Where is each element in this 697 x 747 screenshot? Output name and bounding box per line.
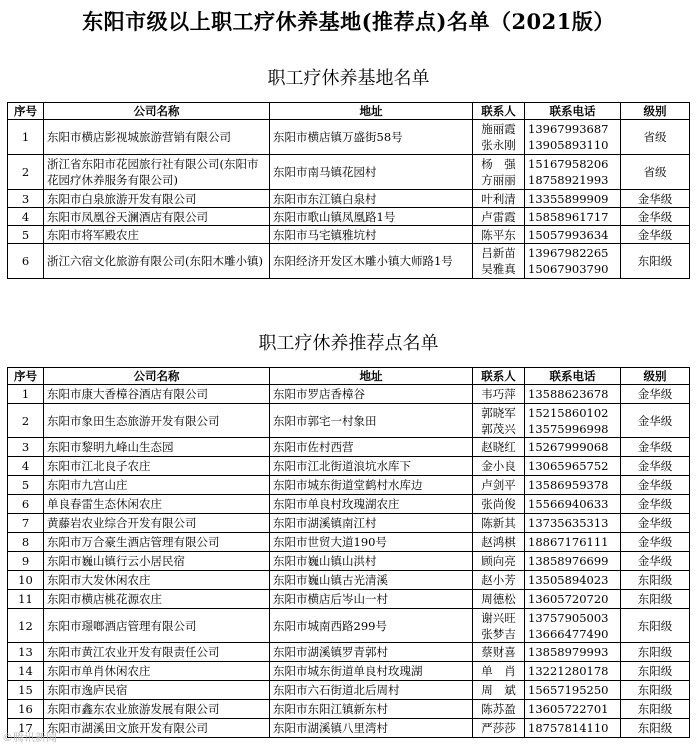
row-number: 2 xyxy=(8,404,44,438)
row-number: 5 xyxy=(8,476,44,495)
row-number: 4 xyxy=(8,208,44,226)
phone-cell xyxy=(525,681,621,700)
contact-cell xyxy=(473,681,525,700)
phone-number: 13221280178 xyxy=(528,664,609,678)
col-header-level: 级别 xyxy=(621,368,690,385)
contact-name: 卢剑平 xyxy=(481,478,516,492)
contact-cell xyxy=(473,404,525,438)
col-header-address: 地址 xyxy=(270,103,473,120)
phone-cell xyxy=(525,208,621,226)
row-number: 12 xyxy=(8,609,44,643)
row-number: 3 xyxy=(8,190,44,208)
phone-cell xyxy=(525,514,621,533)
table-row xyxy=(8,495,690,514)
phone-number: 15267999068 xyxy=(528,440,609,454)
phone-cell xyxy=(525,719,621,738)
row-number: 6 xyxy=(8,495,44,514)
contact-name: 严莎莎 xyxy=(481,721,516,735)
contact-name: 叶利清 xyxy=(481,191,516,206)
row-number: 8 xyxy=(8,533,44,552)
contact-cell xyxy=(473,120,525,155)
page-title: 东阳市级以上职工疗休养基地(推荐点)名单（2021版） xyxy=(82,9,615,34)
contact-name: 张尚俊 xyxy=(481,497,516,511)
level: 东阳级 xyxy=(621,590,690,609)
level: 东阳级 xyxy=(621,700,690,719)
contact-name: 施丽霞 xyxy=(481,122,516,136)
table-row xyxy=(8,643,690,662)
contact-name: 卢雷霞 xyxy=(481,209,516,224)
table-row xyxy=(8,590,690,609)
table-row xyxy=(8,208,690,226)
contact-name: 吕新苗 xyxy=(481,246,516,260)
phone-cell xyxy=(525,438,621,457)
col-header-level: 级别 xyxy=(621,103,690,120)
company-name: 东阳市将军殿农庄 xyxy=(44,226,270,244)
phone-number: 13355899909 xyxy=(528,191,609,206)
table-row xyxy=(8,533,690,552)
contact-name: 方丽丽 xyxy=(481,173,516,187)
phone-cell xyxy=(525,404,621,438)
phone-number: 15657195250 xyxy=(528,683,609,697)
row-number: 5 xyxy=(8,226,44,244)
col-header-company: 公司名称 xyxy=(44,368,270,385)
level: 东阳级 xyxy=(621,643,690,662)
address: 东阳市南马镇花园村 xyxy=(270,155,473,190)
phone-cell xyxy=(525,155,621,190)
phone-number: 15215860102 xyxy=(528,405,609,420)
address: 东阳市湖溪镇八里湾村 xyxy=(270,719,473,738)
row-number: 1 xyxy=(8,385,44,404)
contact-cell xyxy=(473,495,525,514)
contact-cell xyxy=(473,438,525,457)
phone-number: 18758921993 xyxy=(528,173,609,187)
phone-number: 13967982265 xyxy=(528,246,609,260)
contact-cell xyxy=(473,190,525,208)
address: 东阳市巍山镇古光清溪 xyxy=(270,571,473,590)
contact-cell xyxy=(473,643,525,662)
address: 东阳市城东街道单良村玫瑰湖 xyxy=(270,662,473,681)
address: 东阳市城南西路299号 xyxy=(270,609,473,643)
table-row xyxy=(8,700,690,719)
level: 金华级 xyxy=(621,533,690,552)
table-row xyxy=(8,571,690,590)
level: 金华级 xyxy=(621,514,690,533)
phone-number: 13858976699 xyxy=(528,554,609,568)
contact-name: 周德松 xyxy=(481,592,516,606)
address: 东阳市佐村西营 xyxy=(270,438,473,457)
contact-name: 陈苏盈 xyxy=(481,702,516,716)
level: 省级 xyxy=(621,155,690,190)
phone-cell xyxy=(525,609,621,643)
address: 东阳市歌山镇凤凰路1号 xyxy=(270,208,473,226)
contact-cell xyxy=(473,719,525,738)
phone-number: 13586959378 xyxy=(528,478,609,492)
contact-name: 郭晓军 xyxy=(481,405,516,420)
phone-number: 13666477490 xyxy=(528,626,609,641)
address: 东阳市巍山镇山洪村 xyxy=(270,552,473,571)
address: 东阳市横店镇万盛街58号 xyxy=(270,120,473,155)
level: 金华级 xyxy=(621,495,690,514)
phone-cell xyxy=(525,244,621,279)
contact-cell xyxy=(473,208,525,226)
address: 东阳市东阳江镇新东村 xyxy=(270,700,473,719)
address: 东阳市罗店香樟谷 xyxy=(270,385,473,404)
table-row xyxy=(8,552,690,571)
level: 金华级 xyxy=(621,457,690,476)
phone-number: 13967993687 xyxy=(528,122,609,136)
contact-cell xyxy=(473,552,525,571)
table-body xyxy=(8,385,690,738)
contact-name: 张梦吉 xyxy=(481,626,516,641)
phone-number: 13588623678 xyxy=(528,387,609,401)
contact-cell xyxy=(473,226,525,244)
phone-number: 13605722701 xyxy=(528,702,609,716)
phone-number: 13575996998 xyxy=(528,421,609,436)
section-title-recommended: 职工疗休养推荐点名单 xyxy=(258,333,439,354)
address: 东阳市世贸大道190号 xyxy=(270,533,473,552)
phone-cell xyxy=(525,385,621,404)
company-name: 黄藤岩农业综合开发有限公司 xyxy=(44,514,270,533)
level: 金华级 xyxy=(621,190,690,208)
row-number: 4 xyxy=(8,457,44,476)
phone-cell xyxy=(525,571,621,590)
level: 金华级 xyxy=(621,226,690,244)
table-row xyxy=(8,404,690,438)
table-row xyxy=(8,719,690,738)
company-name: 东阳市大发休闲农庄 xyxy=(44,571,270,590)
col-header-contact: 联系人 xyxy=(473,368,525,385)
phone-number: 18867176111 xyxy=(528,535,609,549)
phone-number: 15057993634 xyxy=(528,227,609,242)
col-header-no: 序号 xyxy=(8,368,44,385)
table-row xyxy=(8,514,690,533)
company-name: 东阳市象田生态旅游开发有限公司 xyxy=(44,404,270,438)
address: 东阳市单良村玫瑰湖农庄 xyxy=(270,495,473,514)
contact-cell xyxy=(473,609,525,643)
phone-number: 15566940633 xyxy=(528,497,609,511)
table-row xyxy=(8,226,690,244)
contact-name: 韦巧萍 xyxy=(481,387,516,401)
col-header-address: 地址 xyxy=(270,368,473,385)
address: 东阳市湖溪镇南江村 xyxy=(270,514,473,533)
phone-number: 13757905003 xyxy=(528,610,609,625)
address: 东阳市横店后岑山一村 xyxy=(270,590,473,609)
contact-cell xyxy=(473,155,525,190)
phone-number: 15067903790 xyxy=(528,262,609,276)
company-name: 浙江省东阳市花园旅行社有限公司(东阳市花园疗休养服务有限公司) xyxy=(44,155,270,190)
phone-cell xyxy=(525,190,621,208)
table-row xyxy=(8,385,690,404)
phone-cell xyxy=(525,226,621,244)
level: 金华级 xyxy=(621,552,690,571)
level: 金华级 xyxy=(621,438,690,457)
address: 东阳市湖溪镇罗青郭村 xyxy=(270,643,473,662)
table-header-row xyxy=(8,368,690,385)
table-row xyxy=(8,457,690,476)
contact-name: 金小良 xyxy=(481,459,516,473)
table-row xyxy=(8,120,690,155)
row-number: 14 xyxy=(8,662,44,681)
bases-table xyxy=(7,102,690,279)
row-number: 7 xyxy=(8,514,44,533)
col-header-contact: 联系人 xyxy=(473,103,525,120)
table-header-row xyxy=(8,103,690,120)
level: 金华级 xyxy=(621,476,690,495)
address: 东阳市郭宅一村象田 xyxy=(270,404,473,438)
contact-name: 蔡财喜 xyxy=(481,645,516,659)
row-number: 6 xyxy=(8,244,44,279)
contact-cell xyxy=(473,385,525,404)
contact-name: 陈平东 xyxy=(481,227,516,242)
contact-cell xyxy=(473,662,525,681)
company-name: 东阳市鑫东农业旅游发展有限公司 xyxy=(44,700,270,719)
company-name: 东阳市康大香樟谷酒店有限公司 xyxy=(44,385,270,404)
phone-cell xyxy=(525,700,621,719)
level: 东阳级 xyxy=(621,571,690,590)
company-name: 东阳市横店桃花源农庄 xyxy=(44,590,270,609)
phone-number: 13505894023 xyxy=(528,573,609,587)
table-row xyxy=(8,681,690,700)
level: 东阳级 xyxy=(621,719,690,738)
table-row xyxy=(8,476,690,495)
row-number: 15 xyxy=(8,681,44,700)
phone-number: 13905893110 xyxy=(528,138,609,152)
row-number: 13 xyxy=(8,643,44,662)
table-row xyxy=(8,438,690,457)
phone-number: 13605720720 xyxy=(528,592,609,606)
company-name: 东阳市黄江农业开发有限责任公司 xyxy=(44,643,270,662)
contact-cell xyxy=(473,533,525,552)
contact-cell xyxy=(473,571,525,590)
col-header-company: 公司名称 xyxy=(44,103,270,120)
section-title-bases: 职工疗休养基地名单 xyxy=(267,68,430,89)
level: 金华级 xyxy=(621,385,690,404)
address: 东阳市江北街道浪坑水库下 xyxy=(270,457,473,476)
address: 东阳市马宅镇雅坑村 xyxy=(270,226,473,244)
contact-cell xyxy=(473,476,525,495)
level: 省级 xyxy=(621,120,690,155)
level: 东阳级 xyxy=(621,681,690,700)
level: 东阳级 xyxy=(621,609,690,643)
row-number: 1 xyxy=(8,120,44,155)
company-name: 东阳市璟啷酒店管理有限公司 xyxy=(44,609,270,643)
company-name: 浙江六宿文化旅游有限公司(东阳木雕小镇) xyxy=(44,244,270,279)
table-row xyxy=(8,662,690,681)
row-number: 2 xyxy=(8,155,44,190)
table-row xyxy=(8,190,690,208)
level: 金华级 xyxy=(621,208,690,226)
row-number: 3 xyxy=(8,438,44,457)
phone-number: 13858979993 xyxy=(528,645,609,659)
col-header-phone: 联系电话 xyxy=(525,103,621,120)
company-name: 东阳市逸庐民宿 xyxy=(44,681,270,700)
company-name: 单良春雷生态休闲农庄 xyxy=(44,495,270,514)
address: 东阳经济开发区木雕小镇大师路1号 xyxy=(270,244,473,279)
company-name: 东阳市巍山镇行云小居民宿 xyxy=(44,552,270,571)
row-number: 9 xyxy=(8,552,44,571)
company-name: 东阳市横店影视城旅游营销有限公司 xyxy=(44,120,270,155)
phone-cell xyxy=(525,533,621,552)
phone-cell xyxy=(525,552,621,571)
contact-name: 张永刚 xyxy=(481,138,516,152)
watermark: ©腾讯新闻 xyxy=(2,731,57,744)
table-body xyxy=(8,120,690,279)
phone-cell xyxy=(525,590,621,609)
contact-name: 单 肖 xyxy=(481,664,516,678)
contact-name: 赵鸿棋 xyxy=(481,535,516,549)
company-name: 东阳市九宫山庄 xyxy=(44,476,270,495)
phone-number: 18757814110 xyxy=(528,721,609,735)
company-name: 东阳市单肖休闲农庄 xyxy=(44,662,270,681)
level: 东阳级 xyxy=(621,662,690,681)
contact-name: 赵晓红 xyxy=(481,440,516,454)
company-name: 东阳市白泉旅游开发有限公司 xyxy=(44,190,270,208)
contact-name: 陈新其 xyxy=(481,516,516,530)
phone-number: 15167958206 xyxy=(528,157,609,171)
phone-cell xyxy=(525,495,621,514)
contact-name: 杨 强 xyxy=(481,157,516,171)
row-number: 10 xyxy=(8,571,44,590)
company-name: 东阳市凤凰谷天澜酒店有限公司 xyxy=(44,208,270,226)
contact-cell xyxy=(473,514,525,533)
contact-name: 顾向亮 xyxy=(481,554,516,568)
table-row xyxy=(8,244,690,279)
row-number: 11 xyxy=(8,590,44,609)
address: 东阳市城东街道堂鹤村水库边 xyxy=(270,476,473,495)
phone-cell xyxy=(525,120,621,155)
col-header-no: 序号 xyxy=(8,103,44,120)
level: 东阳级 xyxy=(621,244,690,279)
level: 金华级 xyxy=(621,404,690,438)
contact-name: 周 斌 xyxy=(481,683,516,697)
phone-cell xyxy=(525,457,621,476)
contact-cell xyxy=(473,244,525,279)
phone-cell xyxy=(525,643,621,662)
company-name: 东阳市黎明九峰山生态园 xyxy=(44,438,270,457)
contact-name: 郭茂兴 xyxy=(481,421,516,436)
contact-name: 谢兴旺 xyxy=(481,610,516,625)
contact-cell xyxy=(473,457,525,476)
row-number: 16 xyxy=(8,700,44,719)
table-row xyxy=(8,155,690,190)
company-name: 东阳市江北良子农庄 xyxy=(44,457,270,476)
col-header-phone: 联系电话 xyxy=(525,368,621,385)
row-number: 17 xyxy=(8,719,44,738)
table-row xyxy=(8,609,690,643)
phone-cell xyxy=(525,662,621,681)
company-name: 东阳市湖溪田文旅开发有限公司 xyxy=(44,719,270,738)
address: 东阳市东江镇白泉村 xyxy=(270,190,473,208)
contact-cell xyxy=(473,590,525,609)
phone-number: 13735635313 xyxy=(528,516,609,530)
contact-name: 吴雅真 xyxy=(481,262,516,276)
phone-number: 13065965752 xyxy=(528,459,609,473)
address: 东阳市六石街道北后周村 xyxy=(270,681,473,700)
phone-cell xyxy=(525,476,621,495)
contact-cell xyxy=(473,700,525,719)
recommended-table xyxy=(7,367,690,738)
phone-number: 15858961717 xyxy=(528,209,609,224)
contact-name: 赵小芳 xyxy=(481,573,516,587)
company-name: 东阳市万合豪生酒店管理有限公司 xyxy=(44,533,270,552)
